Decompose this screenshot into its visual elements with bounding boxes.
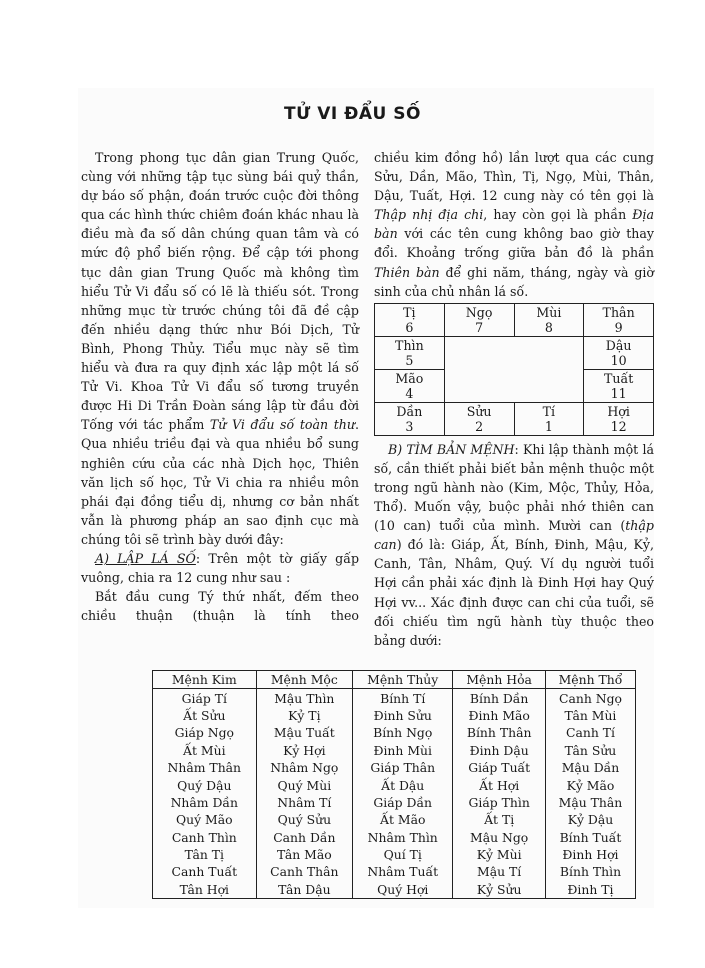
table-cell: Nhâm Thìn [353,829,453,846]
left-column [81,148,359,625]
table-cell: Nhâm Thân [153,759,257,776]
element-table-header-cell: Mệnh Kim [153,671,257,689]
table-cell: Canh Dần [256,829,352,846]
table-cell: Ất Mùi [153,742,257,759]
table-cell: Bính Thìn [545,863,635,880]
table-row [153,829,636,846]
table-cell: Giáp Tí [153,689,257,707]
palace-cell: Thìn 5 [375,336,445,369]
section-b-heading: B) TÌM BẢN MỆNH [388,441,515,457]
palace-cell: Mão 4 [375,369,445,402]
table-row [153,881,636,899]
table-cell: Tân Sửu [545,742,635,759]
table-cell: Canh Thân [256,863,352,880]
table-cell: Giáp Ngọ [153,724,257,741]
table-cell: Bính Tuất [545,829,635,846]
palace-cell: Mùi 8 [514,303,584,336]
table-cell: Kỷ Hợi [256,742,352,759]
table-cell: Giáp Tuất [453,759,546,776]
table-cell: Kỷ Dậu [545,811,635,828]
table-cell: Ất Sửu [153,707,257,724]
table-cell: Giáp Thân [353,759,453,776]
table-cell: Bính Dần [453,689,546,707]
table-cell: Kỷ Mão [545,776,635,793]
table-cell: Quý Sửu [256,811,352,828]
table-cell: Đinh Mùi [353,742,453,759]
table-cell: Nhâm Tí [256,794,352,811]
table-cell: Ất Hợi [453,776,546,793]
element-table-header-cell: Mệnh Thủy [353,671,453,689]
table-cell: Mậu Thìn [256,689,352,707]
table-cell: Canh Thìn [153,829,257,846]
heaven-plate-area [444,336,584,402]
table-cell: Đinh Hợi [545,846,635,863]
table-row [153,724,636,741]
table-cell: Canh Tuất [153,863,257,880]
table-cell: Bính Ngọ [353,724,453,741]
table-cell: Ất Dậu [353,776,453,793]
table-row [153,707,636,724]
intro-paragraph: Trong phong tục dân gian Trung Quốc, cùng với những tập tục sùng bái quỷ thần, dự báo số phận, đoán trước cuộc đời thông qua các hình thức chiêm đoán khác nhau là điều mà đa số dân chúng quan tâm và có mức độ phổ biến rộng. Để cập tới phong tục dân gian Trung Quốc mà không tìm hiểu Tử Vi đẩu số có lẽ là thiếu sót. Trong những mục từ trước chúng tôi đã đề cập đến nhiều dạng thức như Bói Dịch, Tử Bình, Phong Thủy. Tiểu mục này sẽ tìm hiểu và đưa ra quy định xác lập một lá số Tử Vi. Khoa Tử Vi đẩu số tương truyền được Hi Di Trần Đoàn sáng lập từ đầu đời Tống với tác phẩm Tử Vi đẩu số toàn thư. Qua nhiều triều đại và qua nhiều bổ sung nghiên cứu của các nhà Dịch học, Thiên văn lịch số học, Tử Vi chia ra nhiều môn phái đại đồng tiểu dị, nhưng cơ bản nhất vẫn là phương pháp an sao định cục mà chúng tôi sẽ trình bày dưới đây: [81,150,359,547]
table-cell: Tân Hợi [153,881,257,899]
palace-cell: Tí 1 [514,402,584,435]
table-row [153,742,636,759]
table-row [153,776,636,793]
palace-cell: Dần 3 [375,402,445,435]
palace-cell: Dậu 10 [584,336,654,369]
palace-grid [374,303,654,436]
table-cell: Bính Thân [453,724,546,741]
table-cell: Bính Tí [353,689,453,707]
table-cell: Đinh Mão [453,707,546,724]
table-cell: Mậu Thân [545,794,635,811]
table-cell: Kỷ Mùi [453,846,546,863]
table-row [153,811,636,828]
table-cell: Đinh Sửu [353,707,453,724]
table-cell: Kỷ Sửu [453,881,546,899]
palace-cell: Ngọ 7 [444,303,514,336]
table-cell: Ất Tị [453,811,546,828]
table-cell: Mậu Ngọ [453,829,546,846]
table-cell: Quý Hợi [353,881,453,899]
table-cell: Canh Ngọ [545,689,635,707]
table-cell: Mậu Dần [545,759,635,776]
section-b-paragraph: B) TÌM BẢN MỆNH: Khi lập thành một lá số, cần thiết phải biết bản mệnh thuộc một trong ngũ hành nào (Kim, Mộc, Thủy, Hỏa, Thổ). Muốn vậy, buộc phải nhớ thiên can (10 can) tuổi của mình. Mười can (thập can) đó là: Giáp, Ất, Bính, Đinh, Mậu, Kỷ, Canh, Tân, Nhâm, Quý. Ví dụ người tuổi Hợi cần phải xác định là Đinh Hợi hay Quý Hợi vv... Xác định được can chi của tuổi, sẽ đối chiếu tìm ngũ hành tùy thuộc theo bảng dưới: [374,441,654,648]
table-cell: Quý Mão [153,811,257,828]
table-row [153,759,636,776]
element-table-header-cell: Mệnh Hỏa [453,671,546,689]
table-cell: Nhâm Tuất [353,863,453,880]
table-row [153,794,636,811]
table-cell: Nhâm Dần [153,794,257,811]
palace-cell: Tị 6 [375,303,445,336]
element-table-header [153,671,636,689]
table-cell: Tân Mão [256,846,352,863]
table-cell: Quý Dậu [153,776,257,793]
table-cell: Canh Tí [545,724,635,741]
table-cell: Mậu Tí [453,863,546,880]
palace-description: chiều kim đồng hồ) lần lượt qua các cung Sửu, Dần, Mão, Thìn, Tị, Ngọ, Mùi, Thân, Dậu, Tuất, Hợi. 12 cung này có tên gọi là Thập nhị địa chi, hay còn gọi là phần Địa bàn với các tên cung không bao giờ thay đổi. Khoảng trống giữa bản đồ là phần Thiên bàn để ghi năm, tháng, ngày và giờ sinh của chủ nhân lá số. [374,150,654,299]
table-cell: Nhâm Ngọ [256,759,352,776]
table-cell: Tân Mùi [545,707,635,724]
table-cell: Quý Mùi [256,776,352,793]
page-title: TỬ VI ĐẨU SỐ [284,104,421,124]
palace-cell: Hợi 12 [584,402,654,435]
element-table [152,670,636,899]
table-row [153,689,636,707]
table-cell: Mậu Tuất [256,724,352,741]
table-row [153,846,636,863]
table-cell: Quí Tị [353,846,453,863]
table-cell: Tân Dậu [256,881,352,899]
palace-cell: Sửu 2 [444,402,514,435]
table-cell: Giáp Dần [353,794,453,811]
element-table-header-cell: Mệnh Mộc [256,671,352,689]
table-cell: Đinh Dậu [453,742,546,759]
palace-cell: Thân 9 [584,303,654,336]
right-column [374,148,654,650]
element-table-header-cell: Mệnh Thổ [545,671,635,689]
section-a-heading: A) LẬP LÁ SỐ [95,550,196,566]
table-row [153,863,636,880]
counting-paragraph: Bắt đầu cung Tý thứ nhất, đếm theo chiều thuận (thuận là tính theo [81,589,359,624]
table-cell: Đinh Tị [545,881,635,899]
table-cell: Ất Mão [353,811,453,828]
table-cell: Giáp Thìn [453,794,546,811]
table-cell: Tân Tị [153,846,257,863]
section-a-paragraph: A) LẬP LÁ SỐ: Trên một tờ giấy gấp vuông, chia ra 12 cung như sau : [81,550,360,586]
palace-cell: Tuất 11 [584,369,654,402]
table-cell: Kỷ Tị [256,707,352,724]
